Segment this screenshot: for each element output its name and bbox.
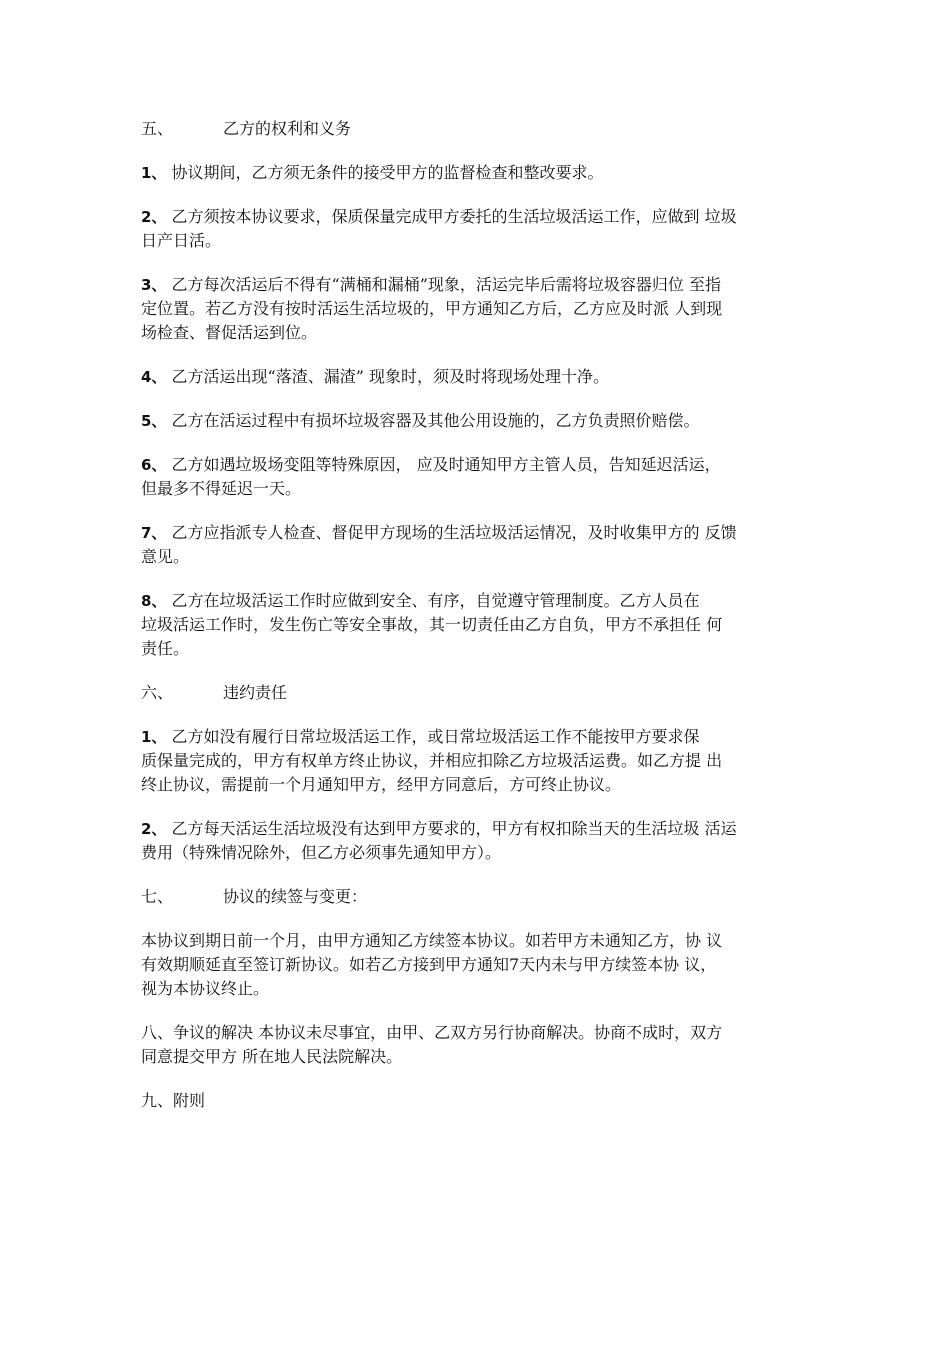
section-7-heading	[141, 885, 811, 909]
s7-paragraph-line-3: 视为本协议终止。	[141, 979, 270, 998]
section-5-title: 乙方的权利和义务	[223, 119, 352, 138]
s5-item-8	[141, 589, 811, 661]
s8-paragraph	[141, 1021, 811, 1069]
s5-item-1-number: 1、	[141, 164, 167, 182]
s5-item-2-line-1: 乙方须按本协议要求，保质保量完成甲方委托的生活垃圾活运工作，应做到 垃圾	[166, 207, 737, 226]
s5-item-6-line-2: 但最多不得延迟一天。	[141, 479, 302, 498]
s5-item-5-number: 5、	[141, 412, 167, 430]
section-5-number: 五、	[141, 119, 174, 138]
s5-item-6	[141, 453, 811, 501]
s5-item-4-number: 4、	[141, 368, 167, 386]
s5-item-8-number: 8、	[141, 592, 167, 610]
s7-paragraph-line-1: 本协议到期日前一个月，由甲方通知乙方续签本协议。如若甲方未通知乙方，协 议	[141, 931, 723, 950]
section-6-number: 六、	[141, 683, 174, 702]
s5-item-4	[141, 365, 811, 389]
section-6-heading	[141, 681, 811, 705]
section-7-title: 协议的续签与变更：	[223, 887, 368, 906]
s5-item-3-line-3: 场检查、督促活运到位。	[141, 323, 318, 342]
s6-item-1-line-1: 乙方如没有履行日常垃圾活运工作，或日常垃圾活运工作不能按甲方要求保	[166, 727, 700, 746]
s6-item-1-number: 1、	[141, 728, 167, 746]
s5-item-1-line-1: 协议期间，乙方须无条件的接受甲方的监督检查和整改要求。	[166, 163, 604, 182]
s5-item-5-line-1: 乙方在活运过程中有损坏垃圾容器及其他公用设施的，乙方负责照价赔偿。	[166, 411, 700, 430]
s5-item-7-line-1: 乙方应指派专人检查、督促甲方现场的生活垃圾活运情况，及时收集甲方的 反馈	[166, 523, 737, 542]
s6-item-2-line-1: 乙方每天活运生活垃圾没有达到甲方要求的，甲方有权扣除当天的生活垃圾 活运	[166, 819, 737, 838]
s6-item-1	[141, 725, 811, 797]
s5-item-8-line-2: 垃圾活运工作时，发生伤亡等安全事故，其一切责任由乙方自负，甲方不承担任 何	[141, 615, 723, 634]
s5-item-3-line-1: 乙方每次活运后不得有“满桶和漏桶”现象，活运完毕后需将垃圾容器归位 至指	[166, 275, 721, 294]
s5-item-7-line-2: 意见。	[141, 547, 190, 566]
s5-item-7	[141, 521, 811, 569]
s5-item-3-number: 3、	[141, 276, 167, 294]
s6-item-1-line-2: 质保量完成的，甲方有权单方终止协议，并相应扣除乙方垃圾活运费。如乙方提 出	[141, 751, 723, 770]
s5-item-8-line-3: 责任。	[141, 639, 190, 658]
section-9-heading: 九、附则	[141, 1091, 206, 1110]
section-7-number: 七、	[141, 887, 174, 906]
s5-item-3	[141, 273, 811, 345]
s6-item-2-line-2: 费用（特殊情况除外，但乙方必须事先通知甲方）。	[141, 843, 502, 862]
s5-item-5	[141, 409, 811, 433]
s5-item-7-number: 7、	[141, 524, 167, 542]
s6-item-2-number: 2、	[141, 820, 167, 838]
s5-item-6-number: 6、	[141, 456, 167, 474]
s8-paragraph-line-1: 八、争议的解决 本协议未尽事宜，由甲、乙双方另行协商解决。协商不成时，双方	[141, 1023, 723, 1042]
s5-item-2-line-2: 日产日活。	[141, 231, 222, 250]
s5-item-1	[141, 161, 811, 185]
section-5-heading	[141, 117, 811, 141]
document-body	[141, 117, 811, 1133]
s5-item-4-line-1: 乙方活运出现“落渣、漏渣” 现象时，须及时将现场处理十净。	[166, 367, 609, 386]
s5-item-6-line-1: 乙方如遇垃圾场变阻等特殊原因， 应及时通知甲方主管人员，告知延迟活运，	[166, 455, 721, 474]
s6-item-1-line-3: 终止协议，需提前一个月通知甲方，经甲方同意后，方可终止协议。	[141, 775, 622, 794]
s5-item-2	[141, 205, 811, 253]
s5-item-3-line-2: 定位置。若乙方没有按时活运生活垃圾的，甲方通知乙方后，乙方应及时派 人到现	[141, 299, 723, 318]
s5-item-2-number: 2、	[141, 208, 167, 226]
s8-paragraph-line-2: 同意提交甲方 所在地人民法院解决。	[141, 1047, 403, 1066]
s5-item-8-line-1: 乙方在垃圾活运工作时应做到安全、有序，自觉遵守管理制度。乙方人员在	[166, 591, 700, 610]
s7-paragraph	[141, 929, 811, 1001]
s7-paragraph-line-2: 有效期顺延直至签订新协议。如若乙方接到甲方通知7天内未与甲方续签本协 议，	[141, 955, 717, 974]
section-6-title: 违约责任	[223, 683, 288, 702]
s6-item-2	[141, 817, 811, 865]
